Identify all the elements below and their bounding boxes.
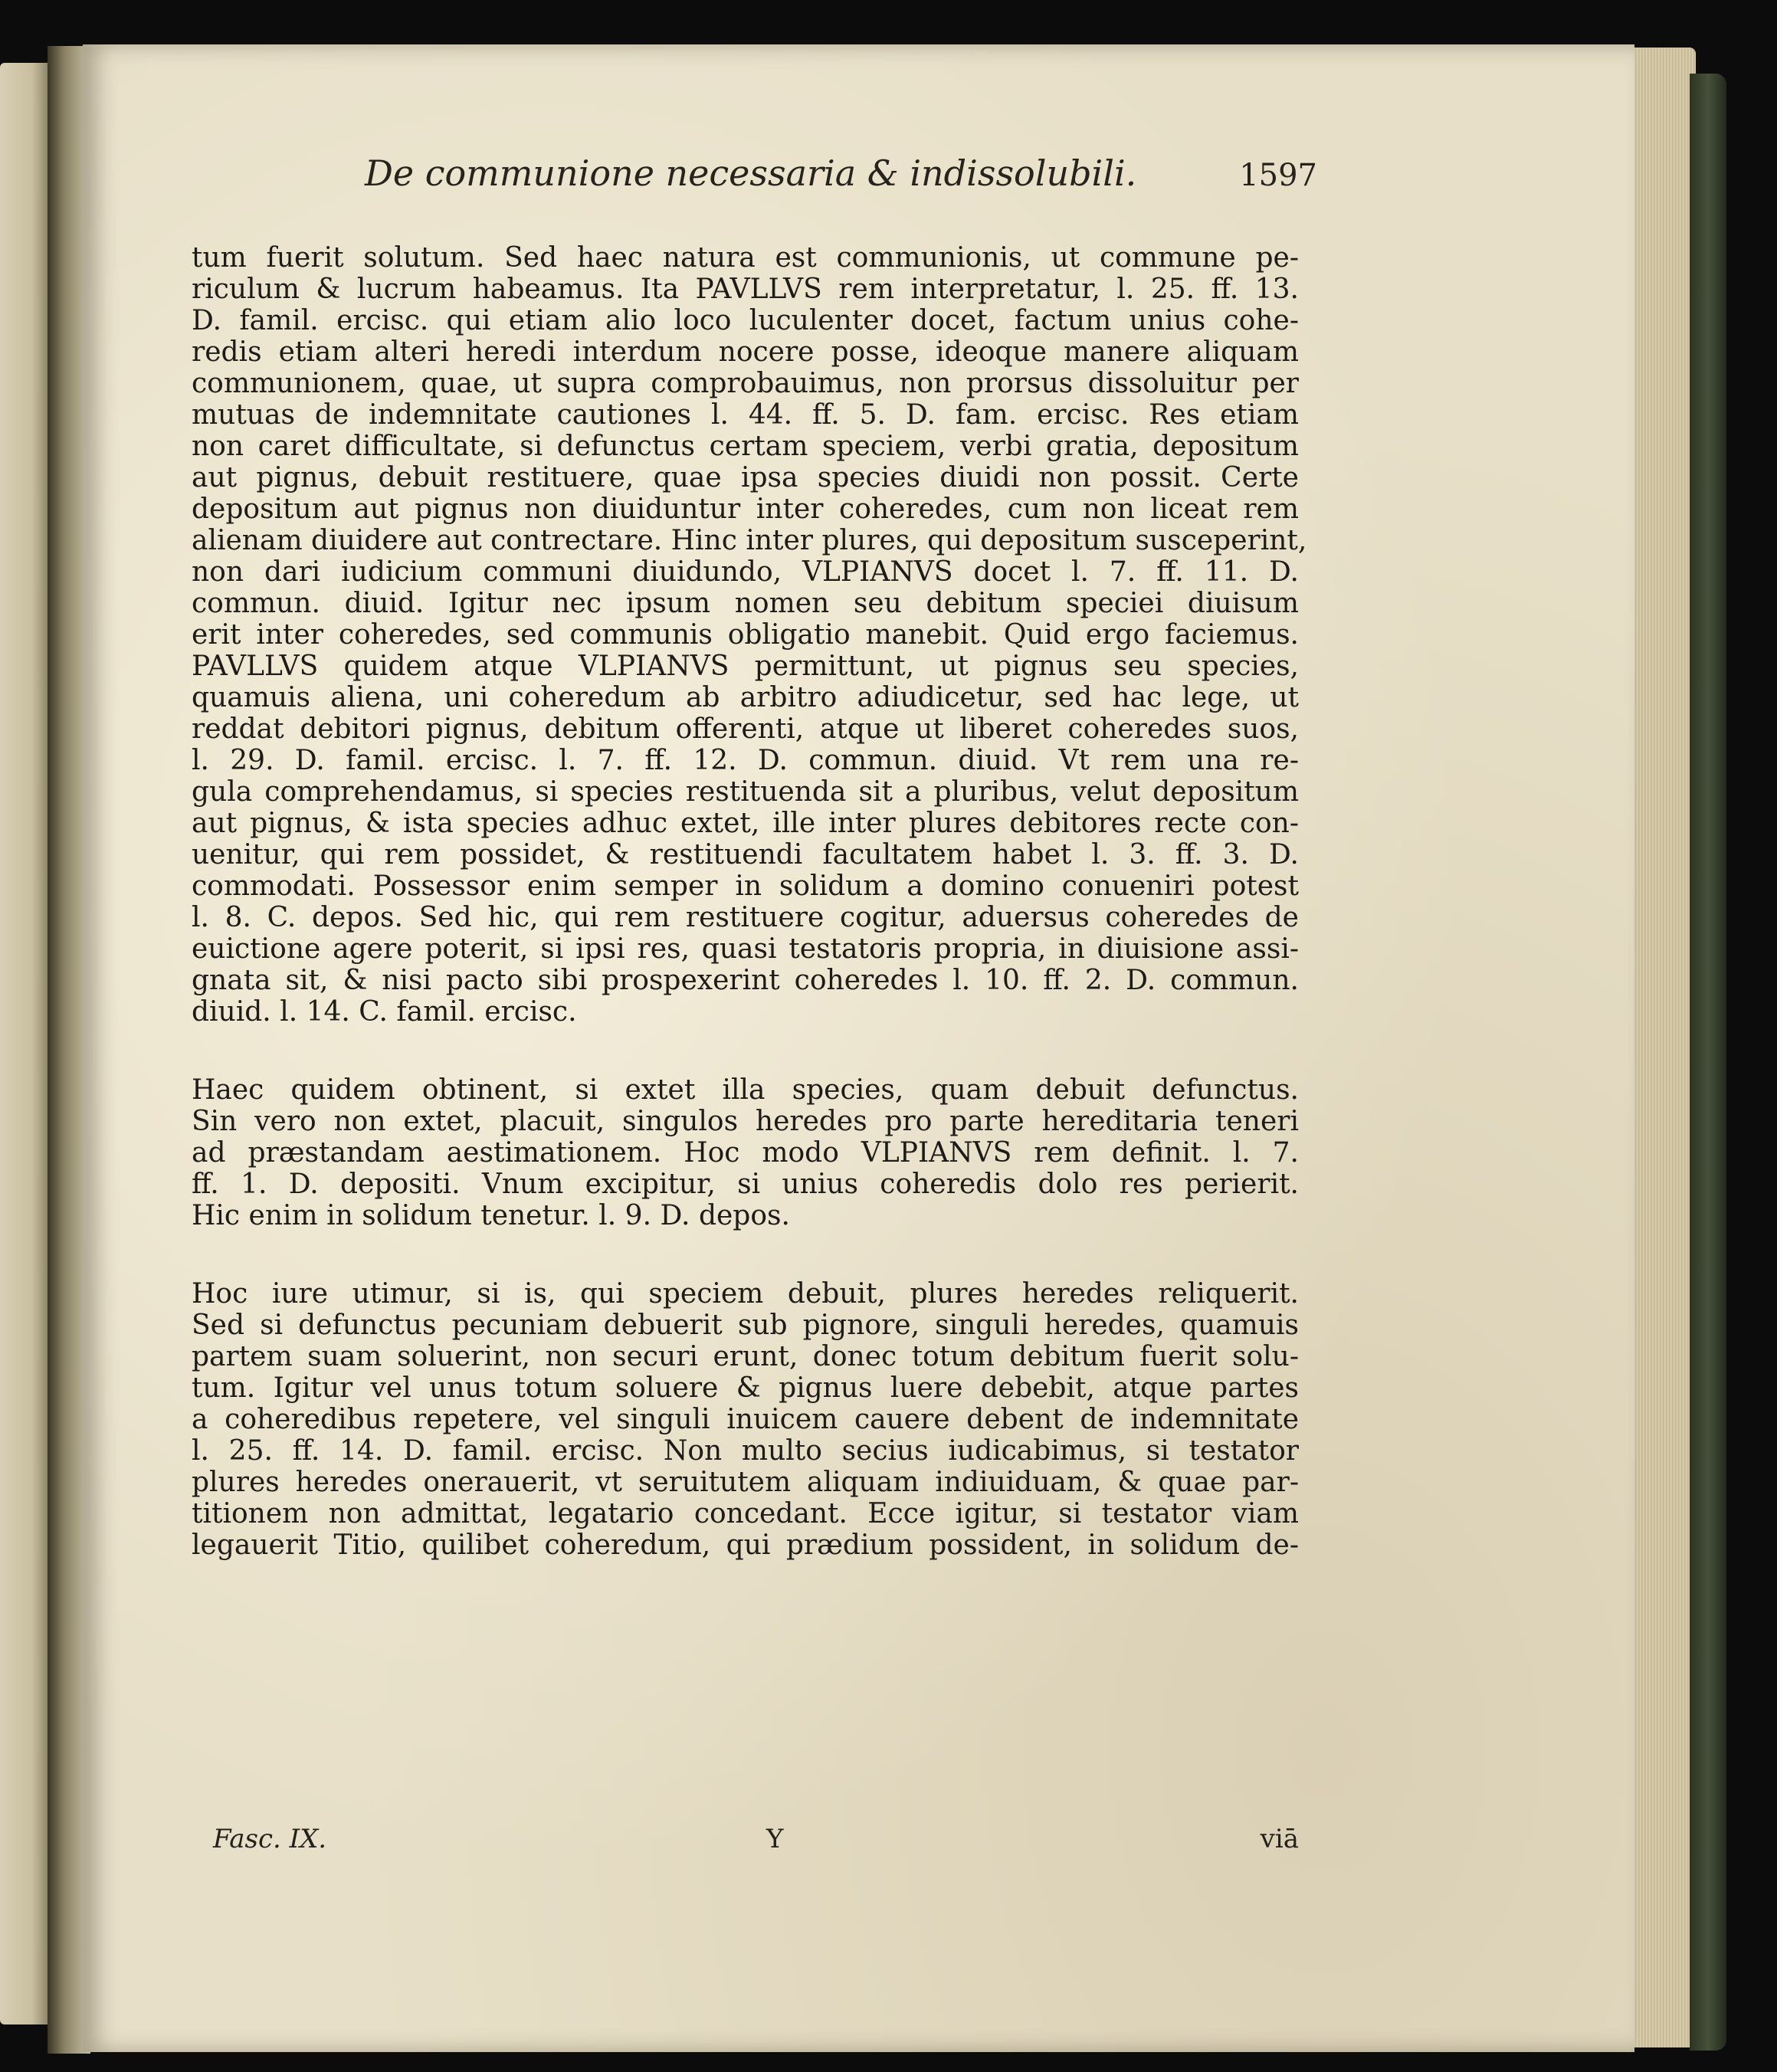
- text-line: a coheredibus repetere, vel singuli inuicem cauere debent de indemnitate: [192, 1404, 1299, 1435]
- text-line: PAVLLVS quidem atque VLPIANVS permittunt, ut pignus seu species,: [192, 651, 1299, 682]
- text-line: euictione agere poterit, si ipsi res, quasi testatoris propria, in diuisione assi-: [192, 933, 1299, 965]
- text-line: tum. Igitur vel unus totum soluere & pignus luere debebit, atque partes: [192, 1372, 1299, 1404]
- text-line: aut pignus, & ista species adhuc extet, ille inter plures debitores recte con-: [192, 808, 1299, 839]
- text-line: legauerit Titio, quilibet coheredum, qui prædium possident, in solidum de-: [192, 1529, 1299, 1561]
- paragraph-2: [192, 1074, 1299, 1231]
- text-line: diuid. l. 14. C. famil. ercisc.: [192, 996, 577, 1028]
- text-line: l. 29. D. famil. ercisc. l. 7. ff. 12. D. commun. diuid. Vt rem una re-: [192, 745, 1299, 776]
- text-line: Haec quidem obtinent, si extet illa species, quam debuit defunctus.: [192, 1074, 1299, 1106]
- text-line: Sin vero non extet, placuit, singulos heredes pro parte hereditaria teneri: [192, 1106, 1299, 1137]
- text-line: depositum aut pignus non diuiduntur inter coheredes, cum non liceat rem: [192, 493, 1299, 525]
- text-line: ff. 1. D. depositi. Vnum excipitur, si unius coheredis dolo res perierit.: [192, 1169, 1299, 1200]
- text-line: mutuas de indemnitate cautiones l. 44. ff. 5. D. fam. ercisc. Res etiam: [192, 399, 1299, 431]
- text-line: commodati. Possessor enim semper in solidum a domino conueniri potest: [192, 870, 1299, 902]
- page-fore-edge: [1634, 48, 1696, 2047]
- text-line: titionem non admittat, legatario concedant. Ecce igitur, si testator viam: [192, 1498, 1299, 1529]
- text-line: communionem, quae, ut supra comprobauimus, non prorsus dissoluitur per: [192, 368, 1299, 399]
- text-line: reddat debitori pignus, debitum offerenti, atque ut liberet coheredes suos,: [192, 713, 1299, 745]
- text-line: gnata sit, & nisi pacto sibi prospexerint coheredes l. 10. ff. 2. D. commun.: [192, 965, 1299, 996]
- signature-label: Fasc. IX.: [213, 1824, 327, 1854]
- text-line: Hoc iure utimur, si is, qui speciem debuit, plures heredes reliquerit.: [192, 1278, 1299, 1310]
- text-line: quamuis aliena, uni coheredum ab arbitro adiudicetur, sed hac lege, ut: [192, 682, 1299, 713]
- page-number: 1597: [1239, 158, 1317, 193]
- running-head: [365, 152, 1317, 194]
- text-line: ad præstandam aestimationem. Hoc modo VLPIANVS rem definit. l. 7.: [192, 1137, 1299, 1169]
- paragraph-3: [192, 1278, 1299, 1561]
- text-line: uenitur, qui rem possidet, & restituendi facultatem habet l. 3. ff. 3. D.: [192, 839, 1299, 870]
- facing-page-edge: [0, 63, 54, 2024]
- text-block: [192, 152, 1317, 1561]
- text-line: Hic enim in solidum tenetur. l. 9. D. depos.: [192, 1200, 790, 1231]
- text-line: l. 8. C. depos. Sed hic, qui rem restituere cogitur, aduersus coheredes de: [192, 902, 1299, 933]
- text-line: riculum & lucrum habeamus. Ita PAVLLVS rem interpretatur, l. 25. ff. 13.: [192, 274, 1299, 305]
- text-line: non caret difficultate, si defunctus certam speciem, verbi gratia, depositum: [192, 431, 1299, 462]
- book-cover-edge: [1690, 74, 1726, 2051]
- paragraph-gap: [192, 1231, 1299, 1278]
- paragraph-gap: [192, 1028, 1299, 1074]
- text-line: gula comprehendamus, si species restituenda sit a pluribus, velut depositum: [192, 776, 1299, 808]
- text-line: commun. diuid. Igitur nec ipsum nomen seu debitum speciei diuisum: [192, 588, 1299, 619]
- text-line: plures heredes onerauerit, vt seruitutem aliquam indiuiduam, & quae par-: [192, 1467, 1299, 1498]
- text-line: Sed si defunctus pecuniam debuerit sub pignore, singuli heredes, quamuis: [192, 1310, 1299, 1341]
- catchword: viā: [1260, 1824, 1299, 1854]
- text-line: non dari iudicium communi diuidundo, VLPIANVS docet l. 7. ff. 11. D.: [192, 556, 1299, 588]
- text-line: tum fuerit solutum. Sed haec natura est communionis, ut commune pe-: [192, 242, 1299, 274]
- running-title: De communione necessaria & indissolubili.: [365, 152, 1137, 194]
- signature-mark: Y: [766, 1824, 784, 1854]
- paragraph-1: [192, 242, 1307, 1028]
- text-line: partem suam soluerint, non securi erunt, donec totum debitum fuerit solu-: [192, 1341, 1299, 1372]
- text-line: redis etiam alteri heredi interdum nocere posse, ideoque manere aliquam: [192, 336, 1299, 368]
- text-line: alienam diuidere aut contrectare. Hinc inter plures, qui depositum susceperint,: [192, 525, 1307, 556]
- text-line: aut pignus, debuit restituere, quae ipsa species diuidi non possit. Certe: [192, 462, 1299, 493]
- text-line: erit inter coheredes, sed communis obligatio manebit. Quid ergo faciemus.: [192, 619, 1299, 651]
- text-line: D. famil. ercisc. qui etiam alio loco luculenter docet, factum unius cohe-: [192, 305, 1299, 336]
- text-line: l. 25. ff. 14. D. famil. ercisc. Non multo secius iudicabimus, si testator: [192, 1435, 1299, 1467]
